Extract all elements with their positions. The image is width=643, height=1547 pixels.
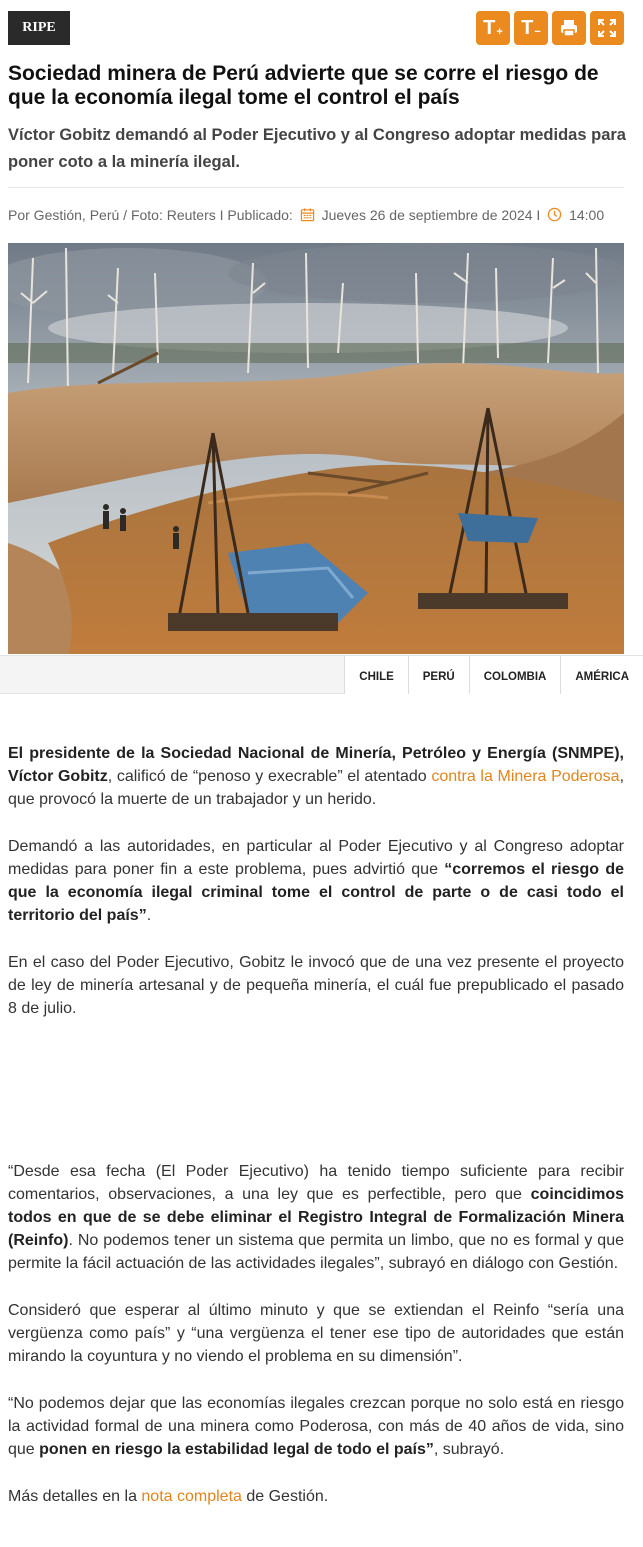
p2-bold: “corremos el riesgo de que la economía ilegal criminal tome el control de parte o de casi todo el territorio del país”	[8, 861, 625, 924]
ad-space	[8, 1044, 624, 1160]
tab-peru[interactable]: PERÚ	[408, 656, 469, 694]
paragraph-6	[8, 1392, 624, 1461]
tab-america[interactable]: AMÉRICA	[560, 656, 643, 694]
p7-text-2: de Gestión.	[241, 1488, 329, 1505]
mining-site-image	[8, 243, 624, 654]
paragraph-4	[8, 1160, 624, 1275]
publish-time: 14:00	[569, 207, 605, 223]
article-photo	[8, 243, 624, 654]
text-smaller-label: T	[521, 16, 534, 39]
paragraph-7	[8, 1485, 624, 1508]
p6-text-1: “No podemos dejar que las economías ilegales crezcan porque no solo está en riesgo la actividad formal de una minera como Poderosa, con más de 40 años de vida, sino que	[8, 1395, 624, 1458]
text-bigger-label: T	[483, 16, 496, 39]
p6-text-2: , subrayó.	[433, 1441, 505, 1458]
article-title: Sociedad minera de Perú advierte que se corre el riesgo de que la economía ilegal tome el control el país	[8, 62, 599, 109]
publish-date: Jueves 26 de septiembre de 2024 I	[321, 207, 541, 223]
p1-text-2: , que provocó la muerte de un trabajador y un herido.	[8, 768, 625, 808]
text-bigger-button[interactable]	[476, 11, 510, 45]
clock-icon	[547, 207, 562, 222]
paragraph-2	[8, 835, 624, 927]
paragraph-1	[8, 742, 624, 811]
p2-text-2: .	[146, 907, 152, 924]
p4-text-2: . No podemos tener un sistema que permita un limbo, que no es formal y que permite la fácil actuación de las actividades ilegales”, subrayó en diálogo con Gestión.	[8, 1232, 624, 1272]
printer-icon	[559, 18, 579, 38]
p4-bold: coincidimos todos en que de se debe eliminar el Registro Integral de Formalización Minera (Reinfo)	[8, 1186, 624, 1249]
section-badge[interactable]: RIPE	[8, 11, 70, 45]
top-bar	[8, 11, 624, 45]
fullscreen-button[interactable]	[590, 11, 624, 45]
p2-text-1: Demandó a las autoridades, en particular al Poder Ejecutivo y al Congreso adoptar medidas para poner fin a este problema, pues advirtió que	[8, 838, 624, 878]
divider	[8, 187, 624, 188]
p1-bold: El presidente de la Sociedad Nacional de Minería, Petróleo y Energía (SNMPE), Víctor Gobitz	[8, 745, 624, 785]
article-body	[8, 742, 624, 1532]
article-subtitle: Víctor Gobitz demandó al Poder Ejecutivo y al Congreso adoptar medidas para poner coto a la minería ilegal.	[8, 126, 626, 171]
p1-text-1: , calificó de “penoso y execrable” el atentado	[107, 768, 432, 785]
plus-sign: +	[496, 26, 503, 38]
calendar-icon	[300, 207, 315, 222]
tab-colombia[interactable]: COLOMBIA	[469, 656, 561, 694]
country-tabs	[344, 656, 643, 694]
byline: Por Gestión, Perú / Foto: Reuters I Publicado:	[8, 207, 293, 223]
paragraph-3: En el caso del Poder Ejecutivo, Gobitz le invocó que de una vez presente el proyecto de ley de minería artesanal y de pequeña minería, el cuál fue prepublicado el pasado 8 de julio.	[8, 954, 624, 1017]
article-meta	[8, 205, 628, 225]
text-smaller-button[interactable]	[514, 11, 548, 45]
print-button[interactable]	[552, 11, 586, 45]
minera-poderosa-link[interactable]: contra la Minera Poderosa	[431, 768, 620, 785]
p7-text-1: Más detalles en la	[8, 1488, 142, 1505]
article-tools	[476, 11, 624, 45]
nota-completa-link[interactable]: nota completa	[141, 1488, 242, 1505]
country-nav-bar	[0, 655, 643, 694]
expand-icon	[597, 18, 617, 38]
paragraph-5: Consideró que esperar al último minuto y que se extiendan el Reinfo “sería una vergüenza como país” y “una vergüenza el tener ese tipo de autoridades que están mirando la coyuntura y no viendo el problema en su dimensión”.	[8, 1302, 624, 1365]
tab-chile[interactable]: CHILE	[344, 656, 408, 694]
p6-bold: ponen en riesgo la estabilidad legal de todo el país”	[39, 1441, 434, 1458]
p4-text-1: “Desde esa fecha (El Poder Ejecutivo) ha tenido tiempo suficiente para recibir comentarios, observaciones, a una ley que es perfectible, pero que	[8, 1163, 624, 1203]
minus-sign: −	[534, 26, 541, 38]
